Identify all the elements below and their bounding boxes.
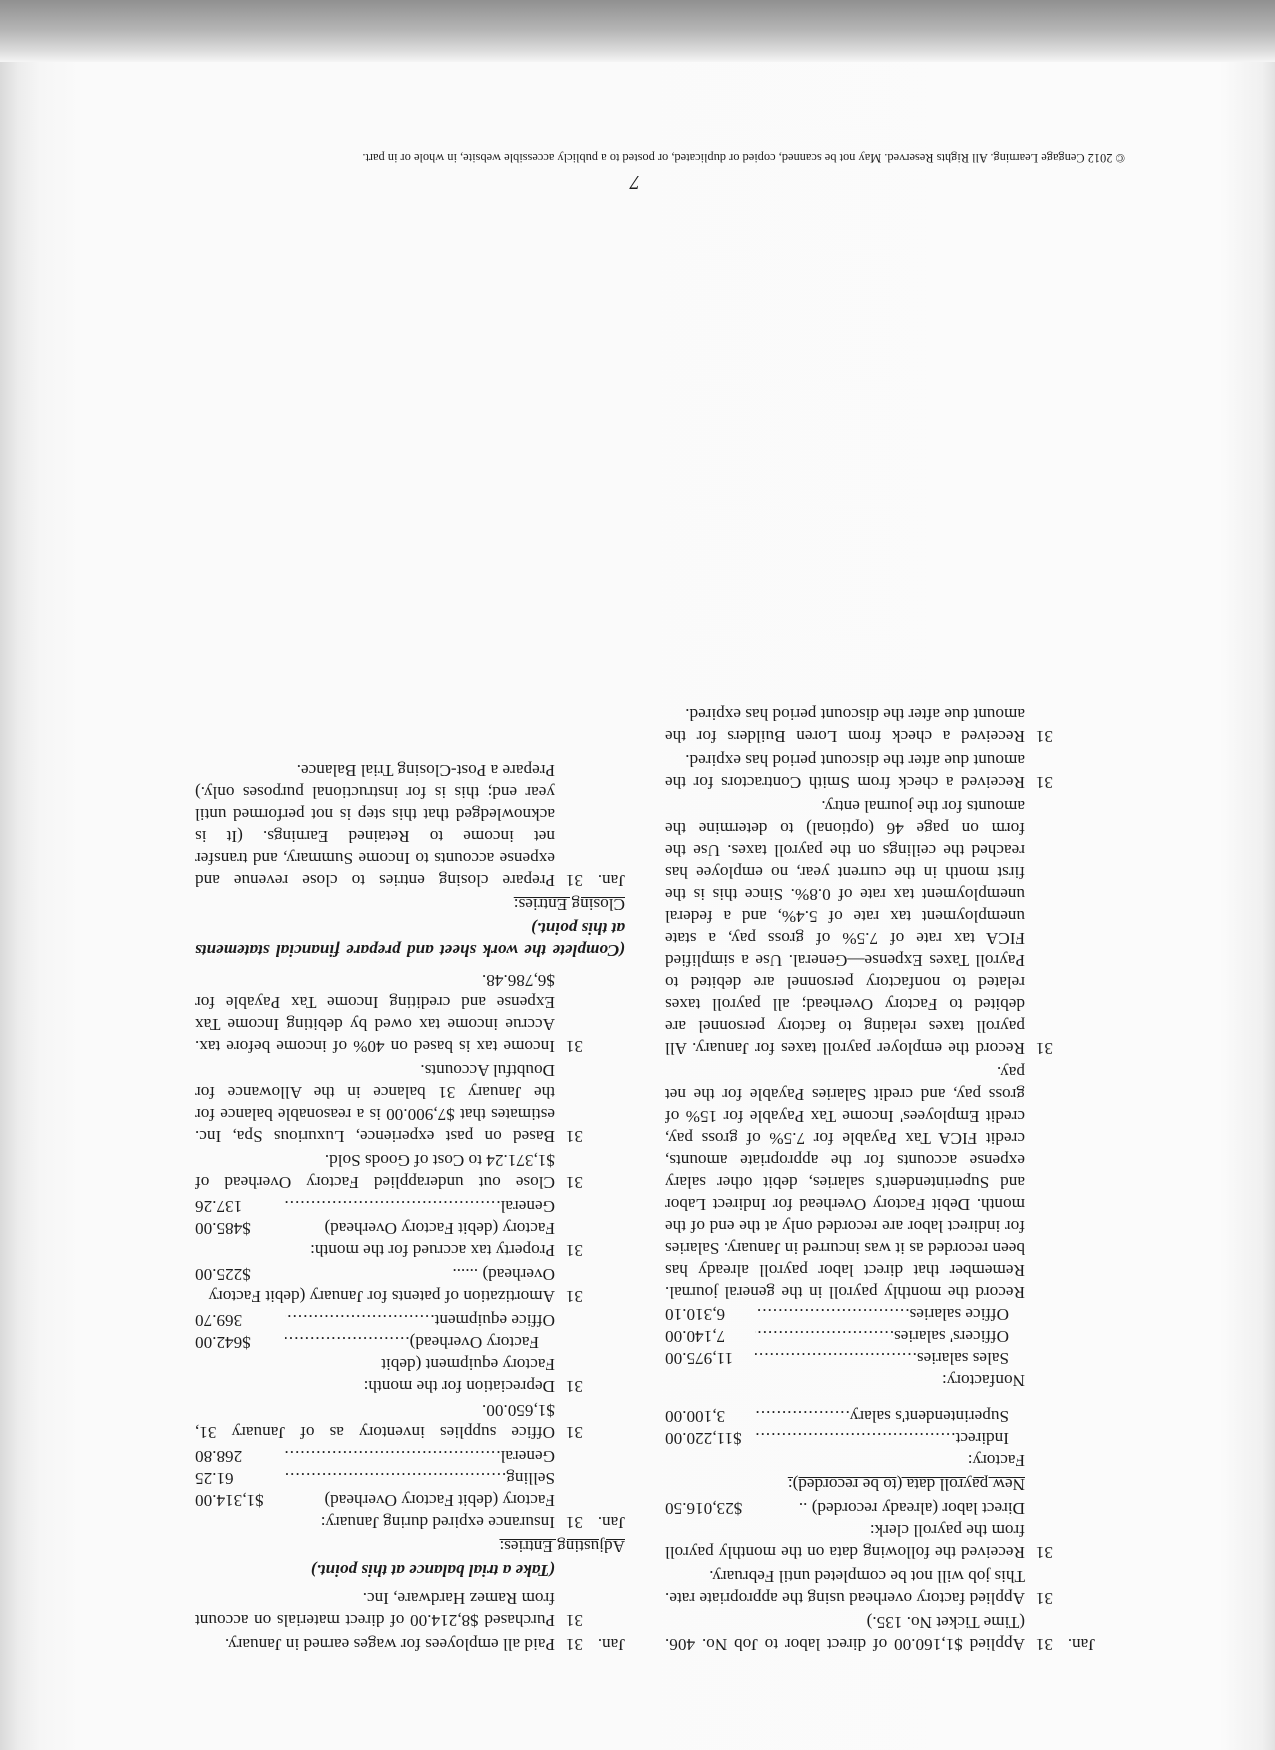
line-label: Office salaries [909, 1305, 1009, 1324]
leader-dots [755, 1325, 894, 1347]
leader-dots [755, 1347, 917, 1369]
entry-day: 31 [565, 1423, 583, 1442]
line-label: Factory Overhead) [409, 1333, 539, 1352]
entry-income-tax [195, 969, 625, 1057]
entry-day: 31 [565, 1241, 583, 1260]
line-label: Direct labor (already recorded) .. [798, 1499, 1025, 1518]
adjusting-line [195, 1467, 555, 1489]
entry-day: 31 [1035, 1635, 1053, 1654]
line-amount: $225.00 [195, 1265, 251, 1284]
entry-text: Received the following data on the monthly payroll from the payroll clerk: [665, 1521, 1025, 1562]
line-amount: 268.80 [195, 1447, 243, 1466]
entry-employer-payroll-taxes [665, 795, 1095, 1059]
leader-dots [755, 1303, 910, 1325]
line-label: General [500, 1447, 555, 1466]
entry-day: 31 [565, 1513, 583, 1532]
payroll-line [665, 1303, 1025, 1325]
entry-day: 31 [1035, 727, 1053, 746]
entry-day: 31 [565, 1377, 583, 1396]
entry-text: Based on past experience, Luxurious Spa, Inc. estimates that $7,900.00 is a reasonable balance for the January 31 balance in the Allowance for Doubtful Accounts. [195, 1061, 555, 1146]
page-content [175, 151, 1125, 1655]
line-label: Superintendent's salary [849, 1407, 1009, 1426]
line-label: Indirect [955, 1429, 1009, 1448]
nonfactory-label: Nonfactory: [941, 1371, 1025, 1390]
left-column [665, 701, 1095, 1655]
line-amount: 137.26 [195, 1197, 243, 1216]
factory-label: Factory: [967, 1451, 1025, 1470]
entry-insurance-expired [195, 1445, 625, 1533]
entry-property-tax [195, 1195, 625, 1261]
entry-text: Amortization of patents for January (debit Factory Overhead) ...... [208, 1265, 555, 1306]
leader-dots [755, 1427, 956, 1449]
entry-payroll-data [665, 1061, 1095, 1563]
adjusting-line [195, 1353, 555, 1375]
entry-day: 31 [565, 871, 583, 890]
entry-text: Applied $1,160.00 of direct labor to Job No. 406. (Time Ticket No. 135.) [665, 1613, 1025, 1654]
entry-day: 31 [1035, 1039, 1053, 1058]
direct-labor-line [665, 1497, 1025, 1519]
entry-text: Received a check from Loren Builders for the amount due after the discount period has expired. [665, 705, 1025, 746]
entry-applied-overhead [665, 1565, 1095, 1609]
entry-day: 31 [1035, 773, 1053, 792]
entry-date: Jan. [597, 871, 625, 890]
line-amount: $11,220.00 [665, 1429, 742, 1448]
copyright-notice: © 2012 Cengage Learning. All Rights Reserved. May not be scanned, copied or duplicated, or posted to a publicly accessible website, in whole or in part. [362, 151, 1125, 165]
entry-applied-direct-labor [665, 1611, 1095, 1655]
entry-text: Office supplies inventory as of January 31, $1,650.00. [195, 1401, 555, 1442]
entry-text: Received a check from Smith Contractors for the amount due after the discount period has expired. [665, 751, 1025, 792]
new-payroll-heading: New payroll data (to be recorded): [787, 1475, 1025, 1494]
adjusting-line [195, 1489, 555, 1511]
entry-doubtful-accounts [195, 1059, 625, 1147]
adjusting-line [195, 1445, 555, 1467]
entry-depreciation [195, 1309, 625, 1397]
line-amount: $1,314.00 [195, 1491, 264, 1510]
leader-dots [285, 1331, 410, 1353]
payroll-line [665, 1405, 1025, 1427]
closing-entries-heading: Closing Entries: [513, 895, 625, 914]
line-amount: 11,975.00 [665, 1349, 734, 1368]
entry-day: 31 [565, 1127, 583, 1146]
entry-text: Record the employer payroll taxes for January. All payroll taxes relating to factory personnel are debited to Factory Overhead; all payroll taxes related to nonfactory personnel are debited to Payroll Taxes Expense—General. Use a simplified FICA tax rate of 7.5% of gross pay, a state unemployment tax rate of 5.4%, and a federal unemployment tax rate of 0.8%. Since this is the first month in the current year, no employee has reached the ceilings on the payroll taxes. Use the form on page 46 (optional) to determine the amounts for the journal entry. [665, 797, 1025, 1058]
entry-check-smith [665, 749, 1095, 793]
leader-dots [285, 1467, 506, 1489]
entry-date: Jan. [597, 1635, 625, 1654]
leader-dots [755, 1405, 850, 1427]
entry-date: Jan. [1067, 1635, 1095, 1654]
entry-day: 31 [565, 1611, 583, 1630]
entry-check-loren [665, 703, 1095, 747]
entry-text: Paid all employees for wages earned in January. [224, 1635, 555, 1654]
payroll-line [665, 1325, 1025, 1347]
adjusting-line [195, 1331, 555, 1353]
line-amount: 7,140.00 [665, 1327, 726, 1346]
page-number: 7 [630, 171, 640, 193]
entry-day: 31 [565, 1635, 583, 1654]
entry-office-supplies [195, 1399, 625, 1443]
entry-day: 31 [565, 1173, 583, 1192]
entry-paid-employees [195, 1633, 625, 1655]
line-label: Officers' salaries [894, 1327, 1009, 1346]
line-label: Sales salaries [916, 1349, 1009, 1368]
entry-text: Purchased $8,214.00 of direct materials on account from Ramez Hardware, Inc. [195, 1589, 555, 1630]
line-label: Factory equipment (debit [381, 1355, 555, 1374]
line-label: Factory (debit Factory Overhead) [324, 1219, 555, 1238]
line-amount: $23,016.50 [665, 1499, 743, 1518]
entry-date: Jan. [597, 1513, 625, 1532]
line-amount: 6,310.10 [665, 1305, 726, 1324]
leader-dots [285, 1445, 501, 1467]
entry-amortization [195, 1263, 625, 1307]
adjusting-line [195, 1195, 555, 1217]
line-label: Office equipment [434, 1311, 555, 1330]
entry-close-underapplied [195, 1149, 625, 1193]
payroll-line [665, 1347, 1025, 1369]
entry-day: 31 [565, 1287, 583, 1306]
line-label: Selling [506, 1469, 555, 1488]
entry-instructions: Record the monthly payroll in the general journal. Remember that direct labor payroll already has been recorded as it was incurred in January. Salaries for indirect labor are recorded only at the end of the month. Debit Factory Overhead for Indirect Labor and Superintendent's salaries, debit other salary expense accounts for the appropriate amounts, credit FICA Tax Payable for 7.5% of gross pay, credit Employees' Income Tax Payable for 15% of gross pay, and credit Salaries Payable for the net pay. [665, 1063, 1025, 1302]
worksheet-note: (Complete the work sheet and prepare financial statements at this point.) [195, 919, 625, 960]
line-amount: $485.00 [195, 1219, 251, 1238]
entry-closing [195, 759, 625, 891]
line-label: General [500, 1197, 555, 1216]
line-amount: 61.25 [195, 1469, 234, 1488]
adjusting-line [195, 1217, 555, 1239]
line-label: Factory (debit Factory Overhead) [324, 1491, 555, 1510]
entry-text: Insurance expired during January: [320, 1513, 555, 1532]
leader-dots [285, 1195, 501, 1217]
line-amount: 3,100.00 [665, 1407, 726, 1426]
line-amount: $642.00 [195, 1333, 251, 1352]
entry-day: 31 [1035, 1543, 1053, 1562]
entry-purchased-materials [195, 1587, 625, 1631]
entry-text: Applied factory overhead using the appropriate rate. This job will not be completed until February. [665, 1567, 1025, 1608]
adjusting-line [195, 1309, 555, 1331]
line-amount: 369.70 [195, 1311, 243, 1330]
entry-text: Property tax accrued for the month: [310, 1241, 555, 1260]
entry-text: Prepare closing entries to close revenue and expense accounts to Income Summary, and transfer net income to Retained Earnings. (It is acknowledged that this step is not performed until year end; this is for instructional purposes only.) Prepare a Post-Closing Trial Balance. [195, 761, 555, 890]
entry-text: Close out underapplied Factory Overhead of $1,371.24 to Cost of Goods Sold. [195, 1151, 555, 1192]
entry-day: 31 [565, 1037, 583, 1056]
trial-balance-note: (Take a trial balance at this point.) [310, 1561, 555, 1580]
amortization-line [195, 1263, 555, 1307]
entry-day: 31 [1035, 1589, 1053, 1608]
adjusting-entries-heading: Adjusting Entries: [499, 1537, 625, 1556]
leader-dots [285, 1309, 435, 1331]
right-column [195, 757, 625, 1655]
entry-text: Depreciation for the month: [363, 1377, 555, 1396]
entry-text: Income tax is based on 40% of income before tax. Accrue income tax owed by debiting Income Tax Expense and crediting Income Tax Payable for $6,786.48. [195, 971, 555, 1056]
payroll-line [665, 1427, 1025, 1449]
